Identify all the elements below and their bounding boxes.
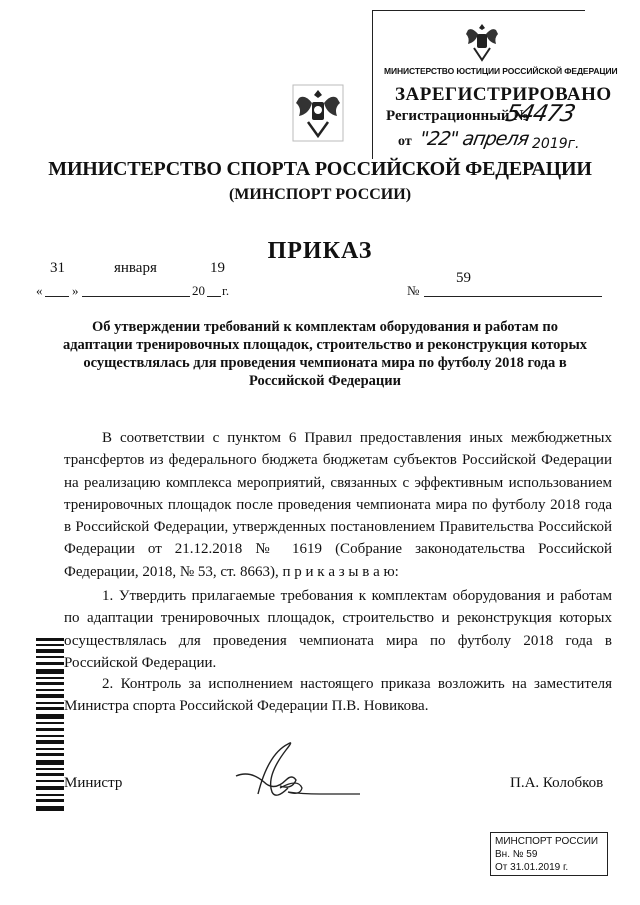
- barcode-icon: [36, 636, 64, 814]
- ministry-title: МИНИСТЕРСТВО СПОРТА РОССИЙСКОЙ ФЕДЕРАЦИИ: [48, 158, 592, 180]
- date-year: 19: [210, 260, 225, 276]
- registration-date: "22" апреля: [418, 128, 531, 150]
- incoming-stamp-org: МИНСПОРТ РОССИИ: [495, 836, 599, 847]
- order-number-label: №: [407, 283, 420, 298]
- date-month-line: [82, 296, 190, 297]
- order-item-2: 2. Контроль за исполнением настоящего приказа возложить на заместителя Министра спорта Российской Федерации П.В. Новикова.: [64, 676, 612, 715]
- date-year-prefix: 20: [192, 283, 205, 298]
- order-item-1: 1. Утвердить прилагаемые требования к комплектам оборудования и работам по адаптации тренировочных площадок, строительство и реконструкция которых осуществлялась для проведения чемпионата мира по футболу 2018 года в Российской Федерации.: [64, 588, 612, 671]
- incoming-stamp: [490, 832, 608, 876]
- date-close-quote: »: [72, 283, 79, 298]
- signer-name: П.А. Колобков: [510, 775, 604, 791]
- registration-number-label: Регистрационный №: [386, 108, 529, 124]
- document-subject: Об утверждении требований к комплектам оборудования и работам по адаптации тренировочных площадок, строительство и реконструкция которых осуществлялась для проведения чемпионата мира по футболу 2018 года в Российской Федерации: [62, 319, 588, 389]
- registration-year: 2019г.: [532, 136, 580, 152]
- date-month: января: [114, 260, 157, 276]
- incoming-stamp-date: От 31.01.2019 г.: [495, 862, 569, 873]
- date-day: 31: [50, 260, 65, 276]
- signer-title: Министр: [64, 775, 123, 791]
- document-type: ПРИКАЗ: [267, 238, 373, 264]
- date-year-line: [207, 296, 221, 297]
- date-open-quote: «: [36, 283, 43, 298]
- registration-ministry-name: МИНИСТЕРСТВО ЮСТИЦИИ РОССИЙСКОЙ ФЕДЕРАЦИИ: [384, 66, 618, 76]
- preamble-paragraph: В соответствии с пунктом 6 Правил предоставления иных межбюджетных трансфертов из федерального бюджета бюджетам субъектов Российской Федерации на реализацию комплекса мероприятий, связанных с эффективным использованием тренировочных площадок после проведения чемпионата мира по футболу 2018 года в Российской Федерации, утвержденных постановлением Правительства Российской Федерации от 21.12.2018 № 1619 (Собрание законодательства Российской Федерации, 2018, № 53, ст. 8663), п р и к а з ы в а ю:: [64, 430, 612, 580]
- order-number: 59: [456, 270, 471, 286]
- handwritten-signature: [228, 730, 368, 810]
- ministry-short-name: (МИНСПОРТ РОССИИ): [228, 186, 412, 203]
- incoming-stamp-number: Вн. № 59: [495, 849, 538, 860]
- registration-number: 54473: [503, 101, 577, 127]
- date-year-suffix: г.: [222, 283, 230, 298]
- date-day-line: [45, 296, 69, 297]
- coat-of-arms-icon: [292, 84, 344, 142]
- registration-status: ЗАРЕГИСТРИРОВАНО: [395, 84, 612, 105]
- coat-of-arms-icon: [462, 20, 502, 64]
- registration-date-prefix: от: [398, 134, 412, 149]
- order-number-line: [424, 296, 602, 297]
